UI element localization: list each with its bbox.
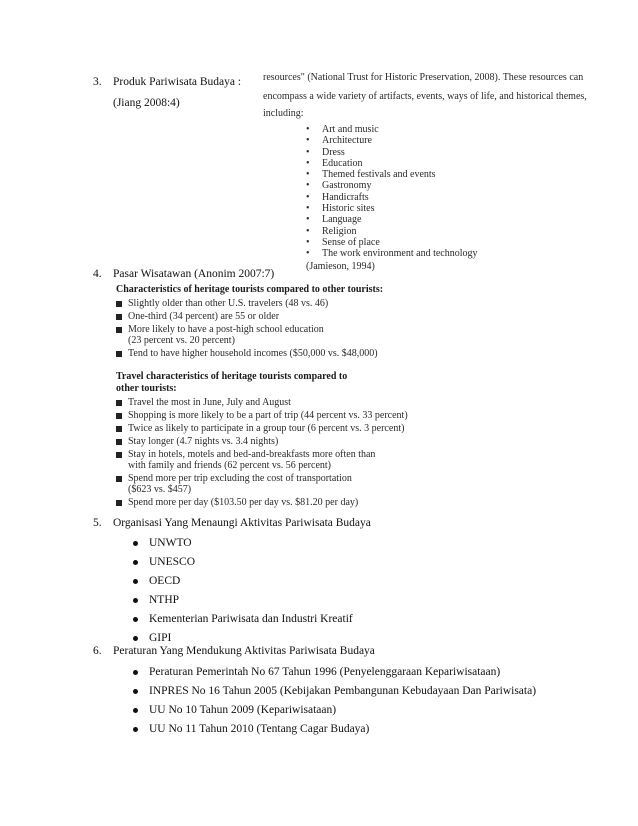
bullet-icon (133, 670, 138, 675)
list-item: UU No 10 Tahun 2009 (Kepariwisataan) (133, 704, 336, 716)
bullet-icon (133, 541, 138, 546)
bullet-icon (133, 617, 138, 622)
square-bullet-icon (116, 439, 122, 445)
section-3-title: Produk Pariwisata Budaya : (113, 76, 242, 88)
square-bullet-icon (116, 476, 122, 482)
list-item: Stay longer (4.7 nights vs. 3.4 nights) (116, 436, 278, 447)
list-item: Shopping is more likely to be a part of trip (44 percent vs. 33 percent) (116, 410, 408, 421)
list-item: • Art and music (306, 124, 379, 135)
section-5-title: Organisasi Yang Menaungi Aktivitas Pariwisata Budaya (113, 517, 371, 529)
list-item: • Dress (306, 146, 345, 158)
list-item: • The work environment and technology (306, 248, 478, 260)
list-item: OECD (133, 575, 180, 587)
list-item: More likely to have a post-high school education (116, 324, 324, 335)
list-item: • Religion (306, 225, 357, 237)
square-bullet-icon (116, 351, 122, 357)
bullet-icon (133, 560, 138, 565)
list-item: UNWTO (133, 537, 192, 549)
bullet-icon (133, 636, 138, 641)
list-item: UU No 11 Tahun 2010 (Tentang Cagar Budaya) (133, 723, 369, 735)
list-item: Tend to have higher household incomes ($50,000 vs. $48,000) (116, 348, 378, 359)
bullet-icon (133, 689, 138, 694)
bullet-icon (133, 579, 138, 584)
section-6-number: 6. (93, 645, 102, 657)
list-item: • Education (306, 157, 363, 169)
list-item: • Language (306, 214, 362, 226)
list-item: • Themed festivals and events (306, 169, 436, 181)
section-5-number: 5. (93, 517, 102, 529)
scan-source: (Jamieson, 1994) (306, 261, 375, 272)
scan-line: encompass a wide variety of artifacts, events, ways of life, and historical themes, (263, 91, 587, 102)
list-item: GIPI (133, 632, 171, 644)
block-2-heading: other tourists: (116, 383, 177, 394)
block-1-heading: Characteristics of heritage tourists compared to other tourists: (116, 284, 384, 295)
list-item: NTHP (133, 594, 179, 606)
section-4-title: Pasar Wisatawan (Anonim 2007:7) (113, 268, 275, 280)
list-item: • Gastronomy (306, 180, 372, 192)
list-item: Stay in hotels, motels and bed-and-breakfasts more often than (116, 449, 375, 460)
list-item: Kementerian Pariwisata dan Industri Kreatif (133, 613, 353, 625)
list-item: Travel the most in June, July and August (116, 397, 291, 408)
list-item-continuation: (23 percent vs. 20 percent) (128, 335, 235, 346)
square-bullet-icon (116, 452, 122, 458)
square-bullet-icon (116, 413, 122, 419)
bullet-icon (133, 727, 138, 732)
square-bullet-icon (116, 400, 122, 406)
scan-line: including: (263, 108, 304, 119)
square-bullet-icon (116, 426, 122, 432)
scan-line: resources" (National Trust for Historic Preservation, 2008). These resources can (263, 72, 584, 83)
list-item: Spend more per trip excluding the cost of transportation (116, 473, 352, 484)
list-item: Spend more per day ($103.50 per day vs. $81.20 per day) (116, 497, 358, 508)
list-item: • Handicrafts (306, 191, 369, 203)
section-3-citation: (Jiang 2008:4) (113, 97, 180, 109)
square-bullet-icon (116, 500, 122, 506)
section-3-number: 3. (93, 76, 102, 88)
scan-bullet-list (306, 124, 478, 260)
list-item: • Sense of place (306, 236, 380, 248)
list-item: Peraturan Pemerintah No 67 Tahun 1996 (Penyelenggaraan Kepariwisataan) (133, 666, 500, 678)
section-4-number: 4. (93, 268, 102, 280)
list-item: INPRES No 16 Tahun 2005 (Kebijakan Pembangunan Kebudayaan Dan Pariwisata) (133, 685, 536, 697)
block-2-heading: Travel characteristics of heritage tourists compared to (116, 371, 348, 382)
list-item: Slightly older than other U.S. travelers (48 vs. 46) (116, 298, 328, 309)
bullet-icon (133, 598, 138, 603)
section-6-title: Peraturan Yang Mendukung Aktivitas Pariwisata Budaya (113, 645, 375, 657)
square-bullet-icon (116, 314, 122, 320)
list-item: Twice as likely to participate in a group tour (6 percent vs. 3 percent) (116, 423, 404, 434)
list-item: One-third (34 percent) are 55 or older (116, 311, 279, 322)
list-item: • Historic sites (306, 203, 375, 215)
list-item: • Architecture (306, 135, 372, 147)
bullet-icon (133, 708, 138, 713)
list-item-continuation: with family and friends (62 percent vs. 56 percent) (128, 460, 331, 471)
list-item: UNESCO (133, 556, 195, 568)
list-item-continuation: ($623 vs. $457) (128, 484, 192, 495)
square-bullet-icon (116, 327, 122, 333)
square-bullet-icon (116, 301, 122, 307)
